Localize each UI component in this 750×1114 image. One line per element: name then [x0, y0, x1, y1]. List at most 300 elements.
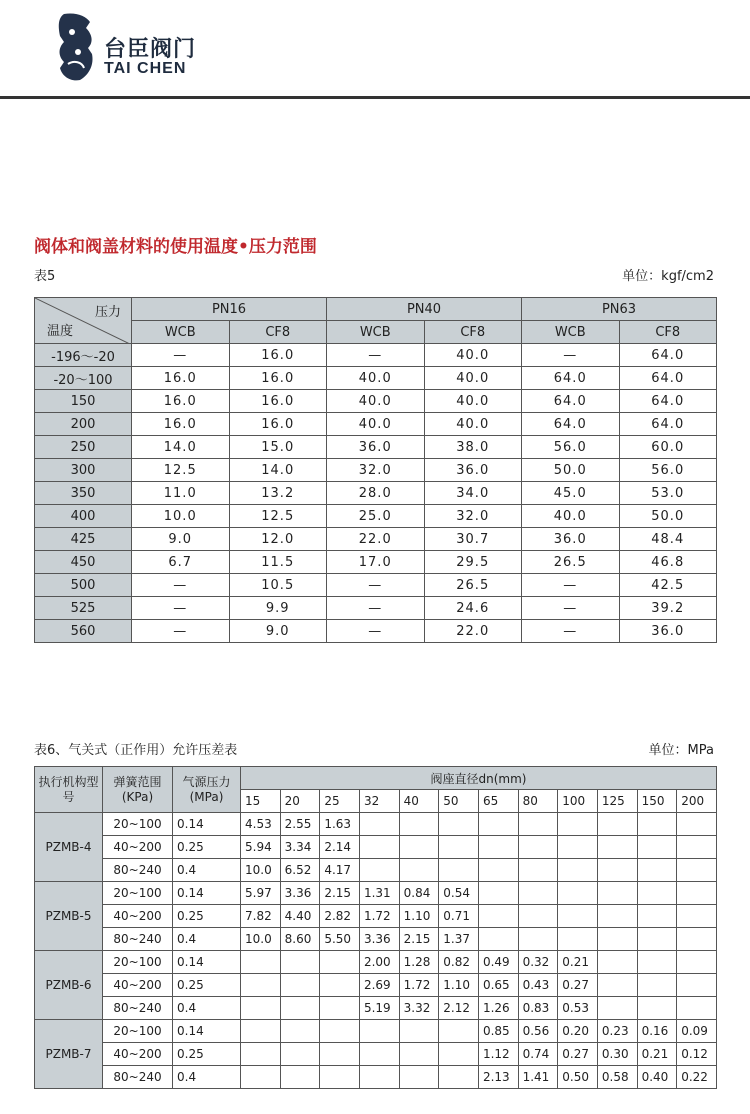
table5-row — [35, 413, 717, 436]
dn-header-cell: 100 — [558, 790, 598, 813]
pressure-value-cell — [478, 859, 518, 882]
pressure-value-cell: 2.55 — [280, 813, 320, 836]
table5-value-cell: 56.0 — [522, 436, 620, 459]
pressure-value-cell — [320, 974, 360, 997]
table5-temperature-cell: 500 — [35, 574, 132, 597]
table5-group-header: PN16 — [132, 298, 327, 321]
table5-value-cell: 16.0 — [229, 344, 327, 367]
table5-value-cell: 30.7 — [424, 528, 522, 551]
pressure-value-cell: 0.85 — [478, 1020, 518, 1043]
table5-material-header: WCB — [132, 321, 230, 344]
logo-emblem-icon — [56, 12, 96, 82]
pressure-value-cell: 0.43 — [518, 974, 558, 997]
air-pressure-cell: 0.14 — [173, 813, 241, 836]
spring-range-cell: 80~240 — [103, 1066, 173, 1089]
pressure-value-cell — [359, 1020, 399, 1043]
dn-header-cell: 25 — [320, 790, 360, 813]
pressure-value-cell — [677, 905, 717, 928]
table5-label: 表5 — [34, 269, 56, 284]
pressure-value-cell: 4.53 — [241, 813, 281, 836]
pressure-value-cell — [439, 813, 479, 836]
table5-value-cell: 40.0 — [522, 505, 620, 528]
table6-row — [35, 974, 717, 997]
table5-value-cell: 45.0 — [522, 482, 620, 505]
table5-value-cell: 25.0 — [327, 505, 425, 528]
table5-value-cell: 12.0 — [229, 528, 327, 551]
pressure-value-cell: 10.0 — [241, 928, 281, 951]
pressure-value-cell — [637, 997, 677, 1020]
pressure-value-cell — [558, 859, 598, 882]
table5-value-cell: 36.0 — [522, 528, 620, 551]
spring-range-cell: 20~100 — [103, 1020, 173, 1043]
spring-range-cell: 40~200 — [103, 905, 173, 928]
air-pressure-cell: 0.25 — [173, 974, 241, 997]
table5-value-cell: 36.0 — [619, 620, 717, 643]
pressure-value-cell: 0.12 — [677, 1043, 717, 1066]
pressure-value-cell — [359, 1066, 399, 1089]
table5-value-cell: 16.0 — [229, 413, 327, 436]
table5-value-cell: 50.0 — [522, 459, 620, 482]
pressure-value-cell: 2.13 — [478, 1066, 518, 1089]
table5-value-cell: 16.0 — [132, 390, 230, 413]
pressure-value-cell — [677, 859, 717, 882]
pressure-value-cell: 0.09 — [677, 1020, 717, 1043]
pressure-value-cell — [359, 813, 399, 836]
table5-material-header: CF8 — [229, 321, 327, 344]
pressure-value-cell — [597, 974, 637, 997]
table6-unit: 单位：MPa — [648, 743, 714, 758]
table5-value-cell: 13.2 — [229, 482, 327, 505]
spring-range-cell: 80~240 — [103, 928, 173, 951]
table5-value-cell: 32.0 — [327, 459, 425, 482]
table5-value-cell: 60.0 — [619, 436, 717, 459]
table5-row — [35, 551, 717, 574]
table6-row — [35, 1043, 717, 1066]
dn-header-cell: 150 — [637, 790, 677, 813]
pressure-value-cell: 8.60 — [280, 928, 320, 951]
dn-header-cell: 15 — [241, 790, 281, 813]
spring-range-cell: 80~240 — [103, 997, 173, 1020]
pressure-value-cell: 10.0 — [241, 859, 281, 882]
table5-value-cell: 64.0 — [522, 413, 620, 436]
pressure-value-cell — [399, 1043, 439, 1066]
table5-value-cell: 53.0 — [619, 482, 717, 505]
pressure-value-cell — [439, 859, 479, 882]
pressure-value-cell: 5.50 — [320, 928, 360, 951]
table5-value-cell: 16.0 — [229, 390, 327, 413]
table5-temperature-cell: -20～100 — [35, 367, 132, 390]
pressure-value-cell — [320, 1066, 360, 1089]
table5-value-cell: 64.0 — [619, 390, 717, 413]
air-pressure-cell: 0.25 — [173, 905, 241, 928]
pressure-value-cell — [518, 859, 558, 882]
pressure-value-cell: 0.30 — [597, 1043, 637, 1066]
table5-value-cell: 64.0 — [522, 390, 620, 413]
table5-value-cell: 40.0 — [424, 413, 522, 436]
pressure-value-cell — [597, 905, 637, 928]
pressure-value-cell — [280, 1043, 320, 1066]
pressure-value-cell — [677, 836, 717, 859]
pressure-value-cell: 0.84 — [399, 882, 439, 905]
table6-row — [35, 882, 717, 905]
pressure-value-cell: 0.49 — [478, 951, 518, 974]
pressure-value-cell: 3.36 — [359, 928, 399, 951]
pressure-value-cell: 0.83 — [518, 997, 558, 1020]
air-pressure-cell: 0.4 — [173, 859, 241, 882]
pressure-value-cell: 0.58 — [597, 1066, 637, 1089]
pressure-value-cell — [677, 813, 717, 836]
table5-material-header: WCB — [327, 321, 425, 344]
pressure-value-cell: 2.14 — [320, 836, 360, 859]
pressure-value-cell — [637, 813, 677, 836]
air-pressure-cell: 0.4 — [173, 928, 241, 951]
air-pressure-cell: 0.4 — [173, 1066, 241, 1089]
pressure-value-cell — [637, 951, 677, 974]
table5-value-cell: 46.8 — [619, 551, 717, 574]
section-title: 阀体和阀盖材料的使用温度•压力范围 — [34, 237, 317, 257]
table5-value-cell: 34.0 — [424, 482, 522, 505]
table5-row — [35, 344, 717, 367]
header-spring-range: 弹簧范围(KPa) — [103, 767, 173, 813]
table5-value-cell: 29.5 — [424, 551, 522, 574]
differential-pressure-table — [34, 766, 717, 1089]
table5-value-cell: 40.0 — [424, 367, 522, 390]
table5-row — [35, 482, 717, 505]
table5-unit: 单位：kgf/cm2 — [622, 269, 714, 284]
pressure-value-cell — [241, 974, 281, 997]
table5-material-row — [35, 321, 717, 344]
dn-header-cell: 65 — [478, 790, 518, 813]
table5-value-cell: 9.0 — [132, 528, 230, 551]
pressure-value-cell — [597, 882, 637, 905]
pressure-value-cell: 1.63 — [320, 813, 360, 836]
table5-value-cell: 64.0 — [522, 367, 620, 390]
pressure-value-cell: 6.52 — [280, 859, 320, 882]
company-logo — [56, 12, 206, 84]
air-pressure-cell: 0.14 — [173, 882, 241, 905]
table5-header-row — [35, 298, 717, 321]
table5-value-cell: 50.0 — [619, 505, 717, 528]
table5-value-cell: 42.5 — [619, 574, 717, 597]
pressure-value-cell — [597, 997, 637, 1020]
table5-value-cell: — — [132, 344, 230, 367]
pressure-value-cell — [399, 836, 439, 859]
logo-name-cn: 台臣阀门 — [104, 37, 197, 62]
table5-value-cell: — — [327, 344, 425, 367]
pressure-value-cell — [518, 813, 558, 836]
pressure-value-cell — [677, 974, 717, 997]
pressure-value-cell: 0.65 — [478, 974, 518, 997]
table5-value-cell: 38.0 — [424, 436, 522, 459]
pressure-value-cell: 7.82 — [241, 905, 281, 928]
pressure-value-cell — [677, 951, 717, 974]
corner-temperature-label: 温度 — [47, 324, 74, 339]
pressure-value-cell — [558, 882, 598, 905]
pressure-value-cell: 0.56 — [518, 1020, 558, 1043]
table5-value-cell: 64.0 — [619, 344, 717, 367]
air-pressure-cell: 0.14 — [173, 1020, 241, 1043]
pressure-value-cell — [558, 813, 598, 836]
dn-header-cell: 200 — [677, 790, 717, 813]
table5-corner-cell — [35, 298, 132, 344]
table5-temperature-cell: 400 — [35, 505, 132, 528]
header-divider — [0, 96, 750, 99]
table5-value-cell: 16.0 — [229, 367, 327, 390]
pressure-value-cell: 3.32 — [399, 997, 439, 1020]
pressure-value-cell — [478, 882, 518, 905]
pressure-value-cell: 0.16 — [637, 1020, 677, 1043]
air-pressure-cell: 0.14 — [173, 951, 241, 974]
corner-pressure-label: 压力 — [94, 305, 121, 320]
table5-value-cell: — — [327, 620, 425, 643]
pressure-value-cell — [637, 928, 677, 951]
table5-value-cell: 40.0 — [424, 390, 522, 413]
pressure-value-cell: 2.15 — [320, 882, 360, 905]
pressure-value-cell — [399, 1020, 439, 1043]
pressure-value-cell: 5.94 — [241, 836, 281, 859]
pressure-value-cell: 1.41 — [518, 1066, 558, 1089]
table5-value-cell: 24.6 — [424, 597, 522, 620]
table5-value-cell: — — [522, 597, 620, 620]
model-name-cell: PZMB-4 — [35, 813, 103, 882]
table5-temperature-cell: 300 — [35, 459, 132, 482]
pressure-value-cell — [280, 951, 320, 974]
table5-value-cell: 48.4 — [619, 528, 717, 551]
pressure-value-cell — [558, 905, 598, 928]
pressure-value-cell — [637, 905, 677, 928]
pressure-value-cell — [558, 836, 598, 859]
table6-row — [35, 836, 717, 859]
pressure-value-cell: 1.72 — [399, 974, 439, 997]
pressure-value-cell — [637, 882, 677, 905]
pressure-value-cell: 1.31 — [359, 882, 399, 905]
table6-row — [35, 905, 717, 928]
table5-value-cell: 16.0 — [132, 413, 230, 436]
pressure-value-cell: 0.20 — [558, 1020, 598, 1043]
table5-value-cell: 22.0 — [424, 620, 522, 643]
table5-value-cell: 64.0 — [619, 413, 717, 436]
pressure-value-cell — [280, 974, 320, 997]
pressure-temperature-table — [34, 297, 717, 643]
table5-value-cell: 36.0 — [424, 459, 522, 482]
table5-value-cell: 56.0 — [619, 459, 717, 482]
pressure-value-cell — [597, 813, 637, 836]
table5-row — [35, 505, 717, 528]
table5-temperature-cell: -196～-20 — [35, 344, 132, 367]
table5-value-cell: 64.0 — [619, 367, 717, 390]
table6-label: 表6、气关式（正作用）允许压差表 — [34, 743, 238, 758]
pressure-value-cell — [518, 836, 558, 859]
table5-material-header: CF8 — [424, 321, 522, 344]
table5-value-cell: — — [327, 597, 425, 620]
pressure-value-cell: 0.82 — [439, 951, 479, 974]
pressure-value-cell — [518, 928, 558, 951]
pressure-value-cell: 0.53 — [558, 997, 598, 1020]
pressure-value-cell — [280, 997, 320, 1020]
table5-row — [35, 528, 717, 551]
pressure-value-cell: 5.97 — [241, 882, 281, 905]
pressure-value-cell: 4.40 — [280, 905, 320, 928]
pressure-value-cell: 3.36 — [280, 882, 320, 905]
table5-row — [35, 367, 717, 390]
pressure-value-cell: 0.32 — [518, 951, 558, 974]
pressure-value-cell — [637, 974, 677, 997]
pressure-value-cell — [439, 836, 479, 859]
table5-value-cell: — — [132, 574, 230, 597]
table5-value-cell: 11.5 — [229, 551, 327, 574]
table5-temperature-cell: 450 — [35, 551, 132, 574]
pressure-value-cell — [399, 1066, 439, 1089]
table5-value-cell: — — [132, 597, 230, 620]
table5-value-cell: 12.5 — [132, 459, 230, 482]
pressure-value-cell: 3.34 — [280, 836, 320, 859]
pressure-value-cell — [241, 1020, 281, 1043]
spring-range-cell: 40~200 — [103, 836, 173, 859]
table5-row — [35, 436, 717, 459]
table5-value-cell: 39.2 — [619, 597, 717, 620]
pressure-value-cell — [241, 951, 281, 974]
table5-material-header: CF8 — [619, 321, 717, 344]
table5-value-cell: 10.0 — [132, 505, 230, 528]
pressure-value-cell — [518, 882, 558, 905]
table5-row — [35, 597, 717, 620]
table5-temperature-cell: 525 — [35, 597, 132, 620]
spring-range-cell: 40~200 — [103, 1043, 173, 1066]
spring-range-cell: 40~200 — [103, 974, 173, 997]
header-actuator: 执行机构型号 — [35, 767, 103, 813]
pressure-value-cell — [478, 813, 518, 836]
pressure-value-cell: 0.27 — [558, 1043, 598, 1066]
pressure-value-cell — [677, 928, 717, 951]
pressure-value-cell — [280, 1066, 320, 1089]
pressure-value-cell — [597, 928, 637, 951]
table5-temperature-cell: 250 — [35, 436, 132, 459]
table5-temperature-cell: 560 — [35, 620, 132, 643]
dn-header-cell: 32 — [359, 790, 399, 813]
table5-value-cell: 14.0 — [229, 459, 327, 482]
pressure-value-cell — [677, 882, 717, 905]
pressure-value-cell: 4.17 — [320, 859, 360, 882]
table6-row — [35, 997, 717, 1020]
pressure-value-cell: 0.40 — [637, 1066, 677, 1089]
pressure-value-cell — [399, 813, 439, 836]
header-seat-diameter: 阀座直径dn(mm) — [241, 767, 717, 790]
spring-range-cell: 20~100 — [103, 882, 173, 905]
table5-value-cell: 40.0 — [327, 413, 425, 436]
header-air-pressure: 气源压力(MPa) — [173, 767, 241, 813]
dn-header-cell: 125 — [597, 790, 637, 813]
table5-value-cell: 40.0 — [424, 344, 522, 367]
table5-row — [35, 620, 717, 643]
table5-value-cell: — — [522, 620, 620, 643]
table5-value-cell: 11.0 — [132, 482, 230, 505]
pressure-value-cell: 0.71 — [439, 905, 479, 928]
model-name-cell: PZMB-7 — [35, 1020, 103, 1089]
table5-value-cell: — — [327, 574, 425, 597]
pressure-value-cell: 0.50 — [558, 1066, 598, 1089]
pressure-value-cell: 0.21 — [558, 951, 598, 974]
pressure-value-cell — [439, 1066, 479, 1089]
pressure-value-cell — [359, 836, 399, 859]
pressure-value-cell: 1.28 — [399, 951, 439, 974]
pressure-value-cell: 1.10 — [399, 905, 439, 928]
pressure-value-cell — [478, 836, 518, 859]
table5-temperature-cell: 350 — [35, 482, 132, 505]
pressure-value-cell: 1.10 — [439, 974, 479, 997]
pressure-value-cell — [320, 1020, 360, 1043]
table5-material-header: WCB — [522, 321, 620, 344]
pressure-value-cell — [478, 905, 518, 928]
pressure-value-cell — [558, 928, 598, 951]
table5-value-cell: 16.0 — [132, 367, 230, 390]
pressure-value-cell: 0.21 — [637, 1043, 677, 1066]
pressure-value-cell: 1.72 — [359, 905, 399, 928]
table5-temperature-cell: 425 — [35, 528, 132, 551]
pressure-value-cell: 5.19 — [359, 997, 399, 1020]
table5-value-cell: 32.0 — [424, 505, 522, 528]
table5-value-cell: 17.0 — [327, 551, 425, 574]
table6-row — [35, 1066, 717, 1089]
pressure-value-cell — [597, 836, 637, 859]
model-name-cell: PZMB-6 — [35, 951, 103, 1020]
pressure-value-cell: 0.74 — [518, 1043, 558, 1066]
table5-row — [35, 390, 717, 413]
table5-temperature-cell: 200 — [35, 413, 132, 436]
table6-row — [35, 813, 717, 836]
table6-row — [35, 928, 717, 951]
pressure-value-cell: 0.54 — [439, 882, 479, 905]
table5-value-cell: — — [522, 344, 620, 367]
table5-value-cell: — — [132, 620, 230, 643]
table5-value-cell: 10.5 — [229, 574, 327, 597]
dn-header-cell: 20 — [280, 790, 320, 813]
pressure-value-cell — [320, 997, 360, 1020]
pressure-value-cell — [637, 836, 677, 859]
dn-header-cell: 40 — [399, 790, 439, 813]
pressure-value-cell: 0.27 — [558, 974, 598, 997]
table5-value-cell: 40.0 — [327, 367, 425, 390]
spring-range-cell: 20~100 — [103, 813, 173, 836]
pressure-value-cell: 0.22 — [677, 1066, 717, 1089]
table6-row — [35, 951, 717, 974]
pressure-value-cell: 1.26 — [478, 997, 518, 1020]
table5-value-cell: 22.0 — [327, 528, 425, 551]
table5-value-cell: 26.5 — [424, 574, 522, 597]
spring-range-cell: 20~100 — [103, 951, 173, 974]
table5-value-cell: 15.0 — [229, 436, 327, 459]
pressure-value-cell — [241, 997, 281, 1020]
table5-value-cell: 40.0 — [327, 390, 425, 413]
pressure-value-cell — [320, 1043, 360, 1066]
spring-range-cell: 80~240 — [103, 859, 173, 882]
pressure-value-cell: 2.00 — [359, 951, 399, 974]
table5-value-cell: — — [522, 574, 620, 597]
pressure-value-cell: 2.82 — [320, 905, 360, 928]
dn-header-cell: 80 — [518, 790, 558, 813]
table5-value-cell: 9.9 — [229, 597, 327, 620]
pressure-value-cell — [518, 905, 558, 928]
pressure-value-cell: 0.23 — [597, 1020, 637, 1043]
pressure-value-cell — [399, 859, 439, 882]
table5-group-header: PN63 — [522, 298, 717, 321]
pressure-value-cell — [597, 951, 637, 974]
pressure-value-cell — [359, 859, 399, 882]
logo-name-en: TAI CHEN — [104, 60, 187, 77]
pressure-value-cell — [439, 1020, 479, 1043]
table5-value-cell: 12.5 — [229, 505, 327, 528]
table5-group-header: PN40 — [327, 298, 522, 321]
pressure-value-cell: 1.37 — [439, 928, 479, 951]
